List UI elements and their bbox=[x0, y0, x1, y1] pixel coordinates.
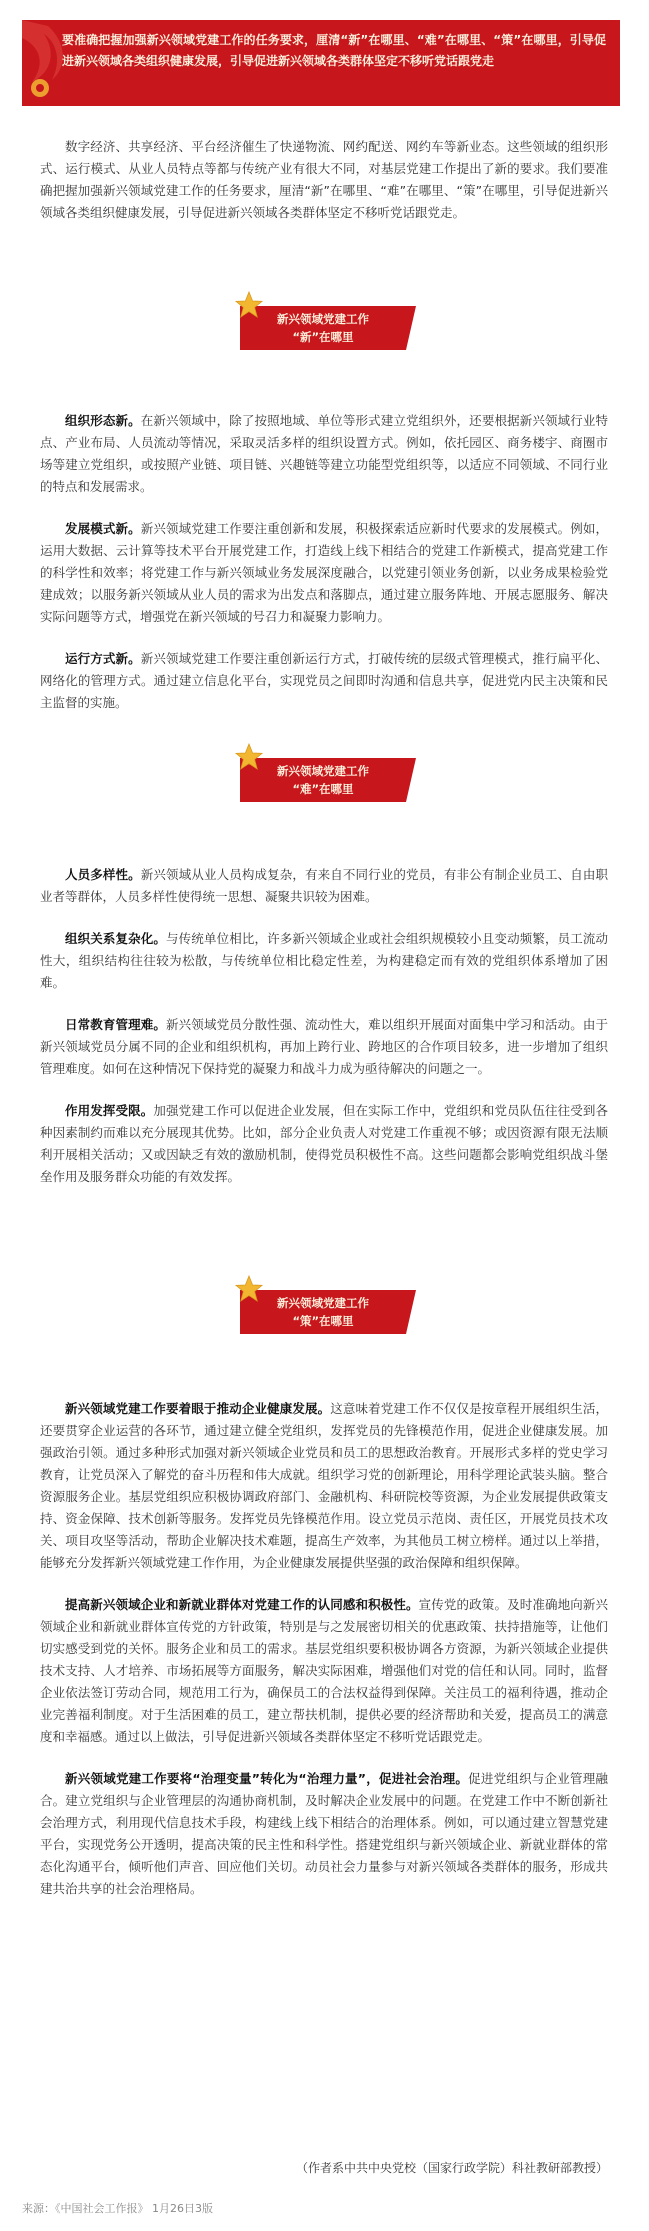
paragraph-text: 促进党组织与企业管理融合。建立党组织与企业管理层的沟通协商机制，及时解决企业发展中的问题。在党建工作中不断创新社会治理方式，利用现代信息技术手段，构建线上线下相结合的治理体系。例如，可以通过建立智慧党建平台，实现党务公开透明，提高决策的民主性和科学性。搭建党组织与新兴领域企业、新就业群体的常态化沟通平台，倾听他们声音、回应他们关切。动员社会力量参与对新兴领域各类群体的服务，形成共建共治共享的社会治理格局。 bbox=[40, 1771, 608, 1896]
paragraph-text: 与传统单位相比，许多新兴领域企业或社会组织规模较小且变动频繁，员工流动性大，组织结构往往较为松散，与传统单位相比稳定性差，为构建稳定而有效的党组织体系增加了困难。 bbox=[40, 931, 608, 990]
paragraph-lead: 新兴领域党建工作要着眼于推动企业健康发展。 bbox=[65, 1401, 331, 1416]
paragraph bbox=[40, 410, 608, 498]
paragraph-lead: 组织关系复杂化。 bbox=[65, 931, 167, 946]
paragraph-lead: 新兴领域党建工作要将“治理变量”转化为“治理力量”，促进社会治理。 bbox=[65, 1771, 469, 1786]
paragraph-text: 宣传党的政策。及时准确地向新兴领域企业和新就业群体宣传党的方针政策，特别是与之发展密切相关的优惠政策、扶持措施等，让他们切实感受到党的关怀。服务企业和员工的需求。基层党组织要积极协调各方资源，为新兴领域企业提供技术支持、人才培养、市场拓展等方面服务，解决实际困难，增强他们对党的信任和认同。同时，监督企业依法签订劳动合同，规范用工行为，确保员工的合法权益得到保障。关注员工的福利待遇，推动企业完善福利制度。对于生活困难的员工，建立帮扶机制，提供必要的经济帮助和关爱，提高员工的满意度和幸福感。通过以上做法，引导促进新兴领域各类群体坚定不移听党话跟党走。 bbox=[40, 1597, 608, 1744]
paragraph-text: 新兴领域从业人员构成复杂，有来自不同行业的党员，有非公有制企业员工、自由职业者等群体，人员多样性使得统一思想、凝聚共识较为困难。 bbox=[40, 867, 608, 904]
section-heading-difficult bbox=[240, 748, 406, 806]
section-body-difficult bbox=[40, 864, 608, 1208]
summary-banner bbox=[22, 20, 620, 106]
paragraph bbox=[40, 928, 608, 994]
heading-line-2: “难”在哪里 bbox=[292, 782, 354, 796]
paragraph-lead: 人员多样性。 bbox=[65, 867, 141, 882]
paragraph bbox=[40, 1100, 608, 1188]
heading-line-2: “策”在哪里 bbox=[292, 1314, 354, 1328]
paragraph bbox=[40, 864, 608, 908]
heading-line-2: “新”在哪里 bbox=[292, 330, 354, 344]
heading-text bbox=[240, 1294, 406, 1330]
paragraph-text: 在新兴领域中，除了按照地域、单位等形式建立党组织外，还要根据新兴领域行业特点、产业布局、人员流动等情况，采取灵活多样的组织设置方式。例如，依托园区、商务楼宇、商圈市场等建立党组织，或按照产业链、项目链、兴趣链等建立功能型党组织等，以适应不同领域、不同行业的特点和发展需求。 bbox=[40, 413, 608, 494]
paragraph bbox=[40, 518, 608, 628]
paragraph-lead: 作用发挥受限。 bbox=[65, 1103, 154, 1118]
intro-paragraph: 数字经济、共享经济、平台经济催生了快递物流、网约配送、网约车等新业态。这些领域的组织形式、运行模式、从业人员特点等都与传统产业有很大不同，对基层党建工作提出了新的要求。我们要准确把握加强新兴领域党建工作的任务要求，厘清“新”在哪里、“难”在哪里、“策”在哪里，引导促进新兴领域各类组织健康发展，引导促进新兴领域各类群体坚定不移听党话跟党走。 bbox=[40, 139, 608, 220]
section-body-strategy bbox=[40, 1398, 608, 1920]
paragraph bbox=[40, 1398, 608, 1574]
paragraph bbox=[40, 1768, 608, 1900]
heading-text bbox=[240, 762, 406, 798]
source-label: 来源： bbox=[22, 2202, 55, 2215]
paragraph-lead: 日常教育管理难。 bbox=[65, 1017, 167, 1032]
source-line bbox=[22, 2200, 213, 2218]
paragraph-text: 新兴领域党员分散性强、流动性大，难以组织开展面对面集中学习和活动。由于新兴领域党员分属不同的企业和组织机构，再加上跨行业、跨地区的合作项目较多，进一步增加了组织管理难度。如何在这种情况下保持党的凝聚力和战斗力成为亟待解决的问题之一。 bbox=[40, 1017, 608, 1076]
paragraph-lead: 发展模式新。 bbox=[65, 521, 141, 536]
paragraph-text: 新兴领域党建工作要注重创新运行方式，打破传统的层级式管理模式，推行扁平化、网络化的管理方式。通过建立信息化平台，实现党员之间即时沟通和信息共享，促进党内民主决策和民主监督的实施。 bbox=[40, 651, 608, 710]
paragraph-lead: 运行方式新。 bbox=[65, 651, 141, 666]
paragraph bbox=[40, 1594, 608, 1748]
paragraph bbox=[40, 648, 608, 714]
author-note: （作者系中共中央党校（国家行政学院）科社教研部教授） bbox=[295, 2161, 608, 2175]
heading-line-1: 新兴领域党建工作 bbox=[277, 1296, 369, 1310]
paragraph-text: 这意味着党建工作不仅仅是按章程开展组织生活，还要贯穿企业运营的各环节，通过建立健全党组织，发挥党员的先锋模范作用，促进企业健康发展。加强政治引领。通过多种形式加强对新兴领域企业党员和员工的思想政治教育。开展形式多样的党史学习教育，让党员深入了解党的奋斗历程和伟大成就。组织学习党的创新理论，用科学理论武装头脑。整合资源服务企业。基层党组织应积极协调政府部门、金融机构、科研院校等资源，为企业发展提供政策支持、资金保障、技术创新等服务。发挥党员先锋模范作用。设立党员示范岗、责任区，开展党员技术攻关、项目攻坚等活动，帮助企业解决技术难题，提高生产效率，为其他员工树立榜样。通过以上举措，能够充分发挥新兴领域党建工作作用，为企业健康发展提供坚强的政治保障和组织保障。 bbox=[40, 1401, 608, 1570]
paragraph-text: 新兴领域党建工作要注重创新和发展，积极探索适应新时代要求的发展模式。例如，运用大数据、云计算等技术平台开展党建工作，打造线上线下相结合的党建工作新模式，提高党建工作的科学性和效率；将党建工作与新兴领域业务发展深度融合，以党建引领业务创新，以业务成果检验党建成效；以服务新兴领域从业人员的需求为出发点和落脚点，通过建立服务阵地、开展志愿服务、解决实际问题等方式，增强党在新兴领域的号召力和凝聚力影响力。 bbox=[40, 521, 608, 624]
section-heading-strategy bbox=[240, 1280, 406, 1338]
section-heading-new bbox=[240, 296, 406, 354]
intro-block bbox=[40, 136, 608, 244]
heading-line-1: 新兴领域党建工作 bbox=[277, 312, 369, 326]
banner-summary-text: 要准确把握加强新兴领域党建工作的任务要求，厘清“新”在哪里、“难”在哪里、“策”在哪里，引导促进新兴领域各类组织健康发展，引导促进新兴领域各类群体坚定不移听党话跟党走 bbox=[62, 33, 606, 68]
source-text: 《中国社会工作报》 1月26日3版 bbox=[55, 2202, 213, 2215]
heading-corner bbox=[406, 1290, 416, 1334]
heading-corner bbox=[406, 306, 416, 350]
heading-text bbox=[240, 310, 406, 346]
heading-line-1: 新兴领域党建工作 bbox=[277, 764, 369, 778]
paragraph-text: 加强党建工作可以促进企业发展，但在实际工作中，党组织和党员队伍往往受到各种因素制约而难以充分展现其优势。比如，部分企业负责人对党建工作重视不够；或因资源有限无法顺利开展相关活动；又或因缺乏有效的激励机制，使得党员积极性不高。这些问题都会影响党组织战斗堡垒作用及服务群众功能的有效发挥。 bbox=[40, 1103, 608, 1184]
paragraph-lead: 组织形态新。 bbox=[65, 413, 141, 428]
section-body-new bbox=[40, 410, 608, 734]
paragraph bbox=[40, 1014, 608, 1080]
heading-corner bbox=[406, 758, 416, 802]
paragraph-lead: 提高新兴领域企业和新就业群体对党建工作的认同感和积极性。 bbox=[65, 1597, 419, 1612]
